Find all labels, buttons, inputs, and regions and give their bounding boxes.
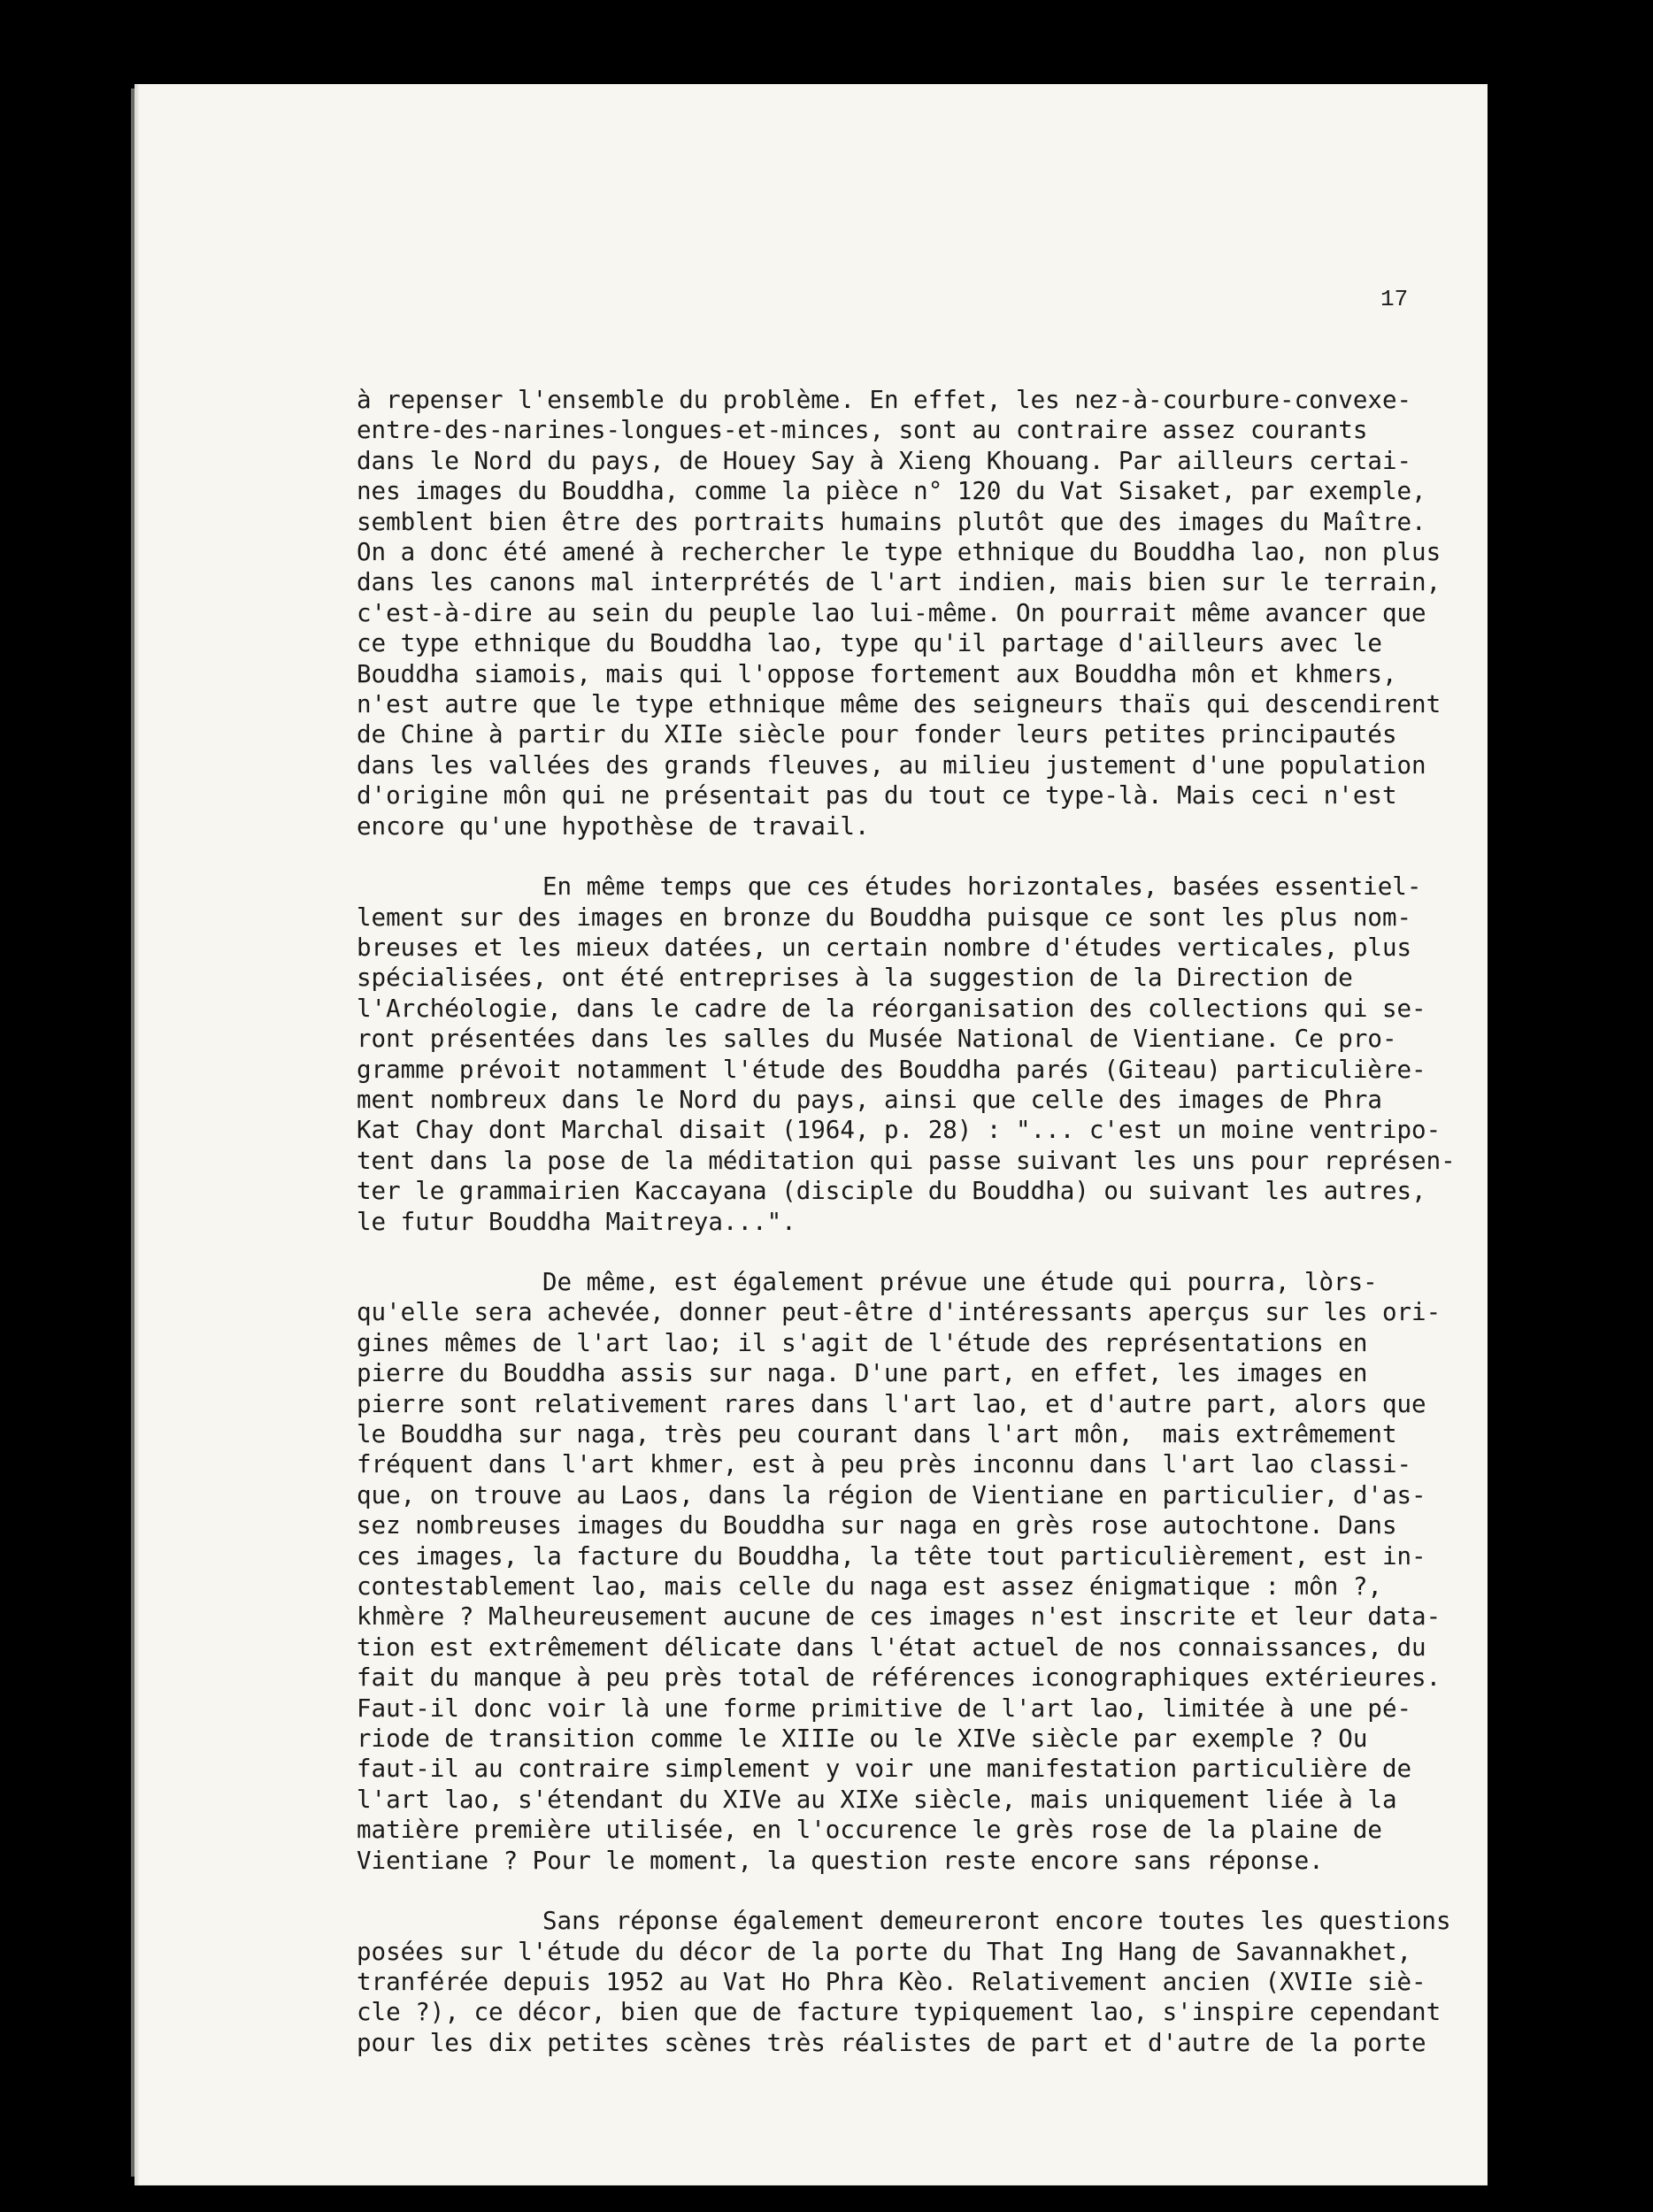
text-line: Sans réponse également demeureront encore toutes les questions	[542, 1907, 1451, 1936]
text-line: gines mêmes de l'art lao; il s'agit de l'étude des représentations en	[357, 1328, 1368, 1357]
text-line: riode de transition comme le XIIIe ou le XIVe siècle par exemple ? Ou	[357, 1724, 1368, 1754]
text-line: le futur Bouddha Maitreya...".	[357, 1207, 796, 1236]
text-line: l'art lao, s'étendant du XIVe au XIXe siècle, mais uniquement liée à la	[357, 1785, 1397, 1814]
text-line: que, on trouve au Laos, dans la région de Vientiane en particulier, d'as-	[357, 1480, 1426, 1509]
text-line: pour les dix petites scènes très réalistes de part et d'autre de la porte	[357, 2028, 1426, 2057]
text-line: tion est extrêmement délicate dans l'état actuel de nos connaissances, du	[357, 1632, 1426, 1662]
text-line: tent dans la pose de la méditation qui passe suivant les uns pour représen-	[357, 1146, 1456, 1175]
text-line: qu'elle sera achevée, donner peut-être d'intéressants aperçus sur les ori-	[357, 1298, 1442, 1327]
text-line: En même temps que ces études horizontales, basées essentiel-	[542, 872, 1422, 902]
text-line: ce type ethnique du Bouddha lao, type qu'il partage d'ailleurs avec le	[357, 629, 1382, 658]
text-line: encore qu'une hypothèse de travail.	[357, 811, 870, 841]
text-line: On a donc été amené à rechercher le type ethnique du Bouddha lao, non plus	[357, 538, 1442, 567]
text-line: dans les canons mal interprétés de l'art indien, mais bien sur le terrain,	[357, 568, 1442, 597]
text-line: posées sur l'étude du décor de la porte du That Ing Hang de Savannakhet,	[357, 1937, 1412, 1966]
text-line: pierre sont relativement rares dans l'art lao, et d'autre part, alors que	[357, 1389, 1426, 1418]
text-line: fait du manque à peu près total de références iconographiques extérieures.	[357, 1663, 1442, 1693]
body-text	[357, 385, 1472, 2058]
text-line: contestablement lao, mais celle du naga est assez énigmatique : môn ?,	[357, 1572, 1382, 1601]
text-line: faut-il au contraire simplement y voir une manifestation particulière de	[357, 1755, 1412, 1784]
text-line: Bouddha siamois, mais qui l'oppose fortement aux Bouddha môn et khmers,	[357, 659, 1397, 688]
text-line: ces images, la facture du Bouddha, la tête tout particulièrement, est in-	[357, 1541, 1426, 1571]
paragraph-3	[357, 1267, 1472, 1876]
text-line: ter le grammairien Kaccayana (disciple du Bouddha) ou suivant les autres,	[357, 1177, 1426, 1206]
text-line: dans les vallées des grands fleuves, au milieu justement d'une population	[357, 750, 1426, 780]
text-line: l'Archéologie, dans le cadre de la réorganisation des collections qui se-	[357, 994, 1426, 1023]
text-line: fréquent dans l'art khmer, est à peu près inconnu dans l'art lao classi-	[357, 1450, 1412, 1479]
paragraph-2	[357, 872, 1472, 1237]
text-line: c'est-à-dire au sein du peuple lao lui-même. On pourrait même avancer que	[357, 598, 1426, 627]
text-line: gramme prévoit notamment l'étude des Bouddha parés (Giteau) particulière-	[357, 1055, 1426, 1084]
text-line: matière première utilisée, en l'occurence le grès rose de la plaine de	[357, 1816, 1382, 1845]
text-line: ront présentées dans les salles du Musée National de Vientiane. Ce pro-	[357, 1025, 1397, 1054]
text-line: Faut-il donc voir là une forme primitive de l'art lao, limitée à une pé-	[357, 1694, 1412, 1723]
text-line: de Chine à partir du XIIe siècle pour fonder leurs petites principautés	[357, 720, 1397, 749]
text-line: entre-des-narines-longues-et-minces, sont au contraire assez courants	[357, 416, 1368, 445]
paragraph-4	[357, 1906, 1472, 2058]
text-line: cle ?), ce décor, bien que de facture typiquement lao, s'inspire cependant	[357, 1998, 1442, 2027]
text-line: tranférée depuis 1952 au Vat Ho Phra Kèo. Relativement ancien (XVIIe siè-	[357, 1967, 1426, 1996]
text-line: le Bouddha sur naga, très peu courant dans l'art môn, mais extrêmement	[357, 1420, 1397, 1448]
text-line: nes images du Bouddha, comme la pièce n° 120 du Vat Sisaket, par exemple,	[357, 477, 1426, 506]
text-line: breuses et les mieux datées, un certain nombre d'études verticales, plus	[357, 933, 1412, 962]
document-page	[135, 84, 1488, 2185]
paragraph-1	[357, 385, 1472, 841]
text-line: Kat Chay dont Marchal disait (1964, p. 28) : "... c'est un moine ventripo-	[357, 1116, 1442, 1145]
text-line: lement sur des images en bronze du Bouddha puisque ce sont les plus nom-	[357, 902, 1412, 932]
text-line: n'est autre que le type ethnique même des seigneurs thaïs qui descendirent	[357, 690, 1442, 719]
text-line: spécialisées, ont été entreprises à la suggestion de la Direction de	[357, 964, 1353, 993]
text-line: khmère ? Malheureusement aucune de ces images n'est inscrite et leur data-	[357, 1602, 1442, 1632]
text-line: ment nombreux dans le Nord du pays, ainsi que celle des images de Phra	[357, 1085, 1382, 1114]
text-line: dans le Nord du pays, de Houey Say à Xieng Khouang. Par ailleurs certai-	[357, 446, 1412, 475]
text-line: à repenser l'ensemble du problème. En effet, les nez-à-courbure-convexe-	[357, 386, 1412, 414]
page-number: 17	[1380, 286, 1409, 312]
text-line: Vientiane ? Pour le moment, la question reste encore sans réponse.	[357, 1846, 1324, 1875]
text-line: semblent bien être des portraits humains plutôt que des images du Maître.	[357, 507, 1426, 536]
text-line: pierre du Bouddha assis sur naga. D'une part, en effet, les images en	[357, 1359, 1368, 1388]
text-line: sez nombreuses images du Bouddha sur naga en grès rose autochtone. Dans	[357, 1511, 1397, 1540]
text-line: d'origine môn qui ne présentait pas du tout ce type-là. Mais ceci n'est	[357, 781, 1397, 810]
text-line: De même, est également prévue une étude qui pourra, lòrs-	[542, 1267, 1378, 1296]
